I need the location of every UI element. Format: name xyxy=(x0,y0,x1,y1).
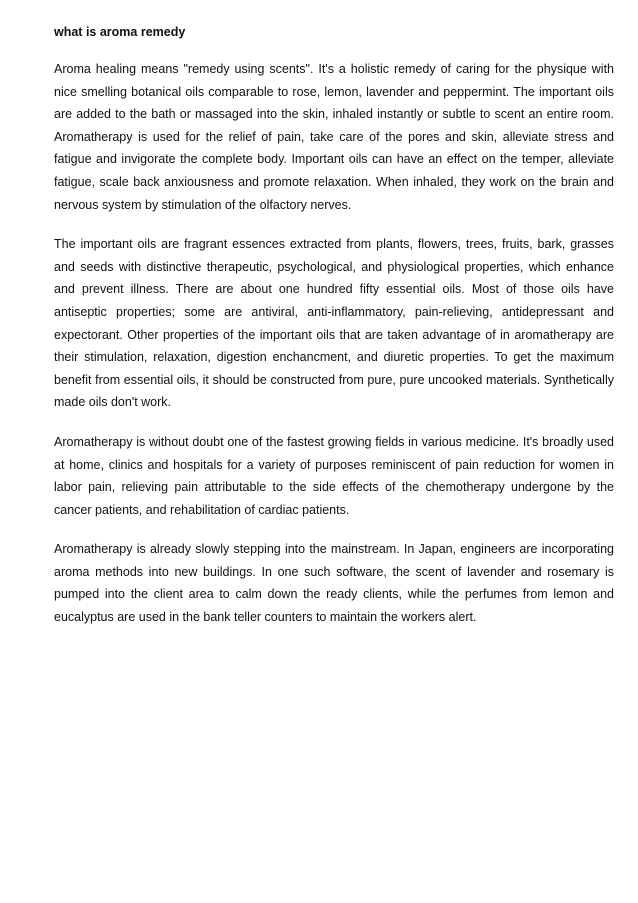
paragraph-1: Aroma healing means "remedy using scents". It's a holistic remedy of caring for the physique with nice smelling botanical oils comparable to rose, lemon, lavender and peppermint. The important oils are added to the bath or massaged into the skin, inhaled instantly or subtle to scent an entire room. Aromatherapy is used for the relief of pain, take care of the pores and skin, alleviate stress and fatigue and invigorate the complete body. Important oils can have an effect on the temper, alleviate fatigue, scale back anxiousness and promote relaxation. When inhaled, they work on the brain and nervous system by stimulation of the olfactory nerves. xyxy=(54,62,614,212)
paragraph-2: The important oils are fragrant essences extracted from plants, flowers, trees, fruits, bark, grasses and seeds with distinctive therapeutic, psychological, and physiological properties, which enhance and prevent illness. There are about one hundred fifty essential oils. Most of those oils have antiseptic properties; some are antiviral, anti-inflammatory, pain-relieving, antidepressant and expectorant. Other properties of the important oils that are taken advantage of in aromatherapy are their stimulation, relaxation, digestion enchancment, and diuretic properties. To get the maximum benefit from essential oils, it should be constructed from pure, pure uncooked materials. Synthetically made oils don't work. xyxy=(54,237,614,410)
document-title: what is aroma remedy xyxy=(54,25,186,39)
paragraph-4: Aromatherapy is already slowly stepping into the mainstream. In Japan, engineers are incorporating aroma methods into new buildings. In one such software, the scent of lavender and rosemary is pumped into the client area to calm down the ready clients, while the perfumes from lemon and eucalyptus are used in the bank teller counters to maintain the workers alert. xyxy=(54,542,614,625)
document-page xyxy=(54,21,614,646)
paragraph-3: Aromatherapy is without doubt one of the fastest growing fields in various medicine. It's broadly used at home, clinics and hospitals for a variety of purposes reminiscent of pain reduction for women in labor pain, relieving pain attributable to the side effects of the chemotherapy undergone by the cancer patients, and rehabilitation of cardiac patients. xyxy=(54,434,614,517)
